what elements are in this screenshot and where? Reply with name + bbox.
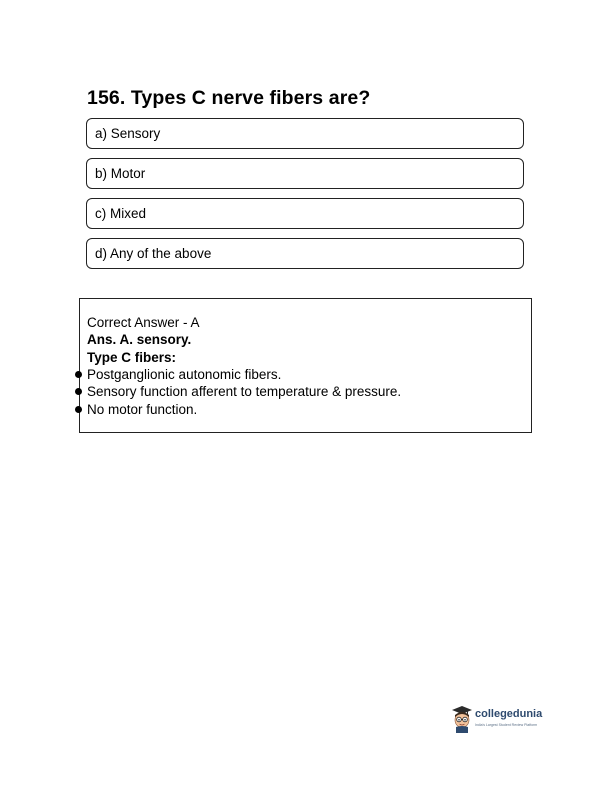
option-b[interactable]: b) Motor (86, 158, 524, 189)
question-title: 156. Types C nerve fibers are? (87, 87, 371, 109)
option-d[interactable]: d) Any of the above (86, 238, 524, 269)
bullet-item: Postganglionic autonomic fibers. (87, 367, 282, 382)
correct-answer-line: Correct Answer - A (87, 315, 200, 330)
bullet-dot (75, 388, 82, 395)
bullet-item: No motor function. (87, 402, 198, 417)
bullet-dot (75, 406, 82, 413)
collegedunia-logo (451, 705, 546, 735)
logo-wordmark: collegedunia (475, 708, 543, 720)
bullet-dot (75, 371, 82, 378)
option-a[interactable]: a) Sensory (86, 118, 524, 149)
type-c-heading: Type C fibers: (87, 350, 177, 365)
bullet-item: Sensory function afferent to temperature & pressure. (87, 384, 402, 399)
answer-explanation-line: Ans. A. sensory. (87, 332, 192, 347)
mascot-icon (451, 705, 473, 733)
logo-tagline: India's Largest Student Review Platform (475, 723, 538, 727)
option-c[interactable]: c) Mixed (86, 198, 524, 229)
